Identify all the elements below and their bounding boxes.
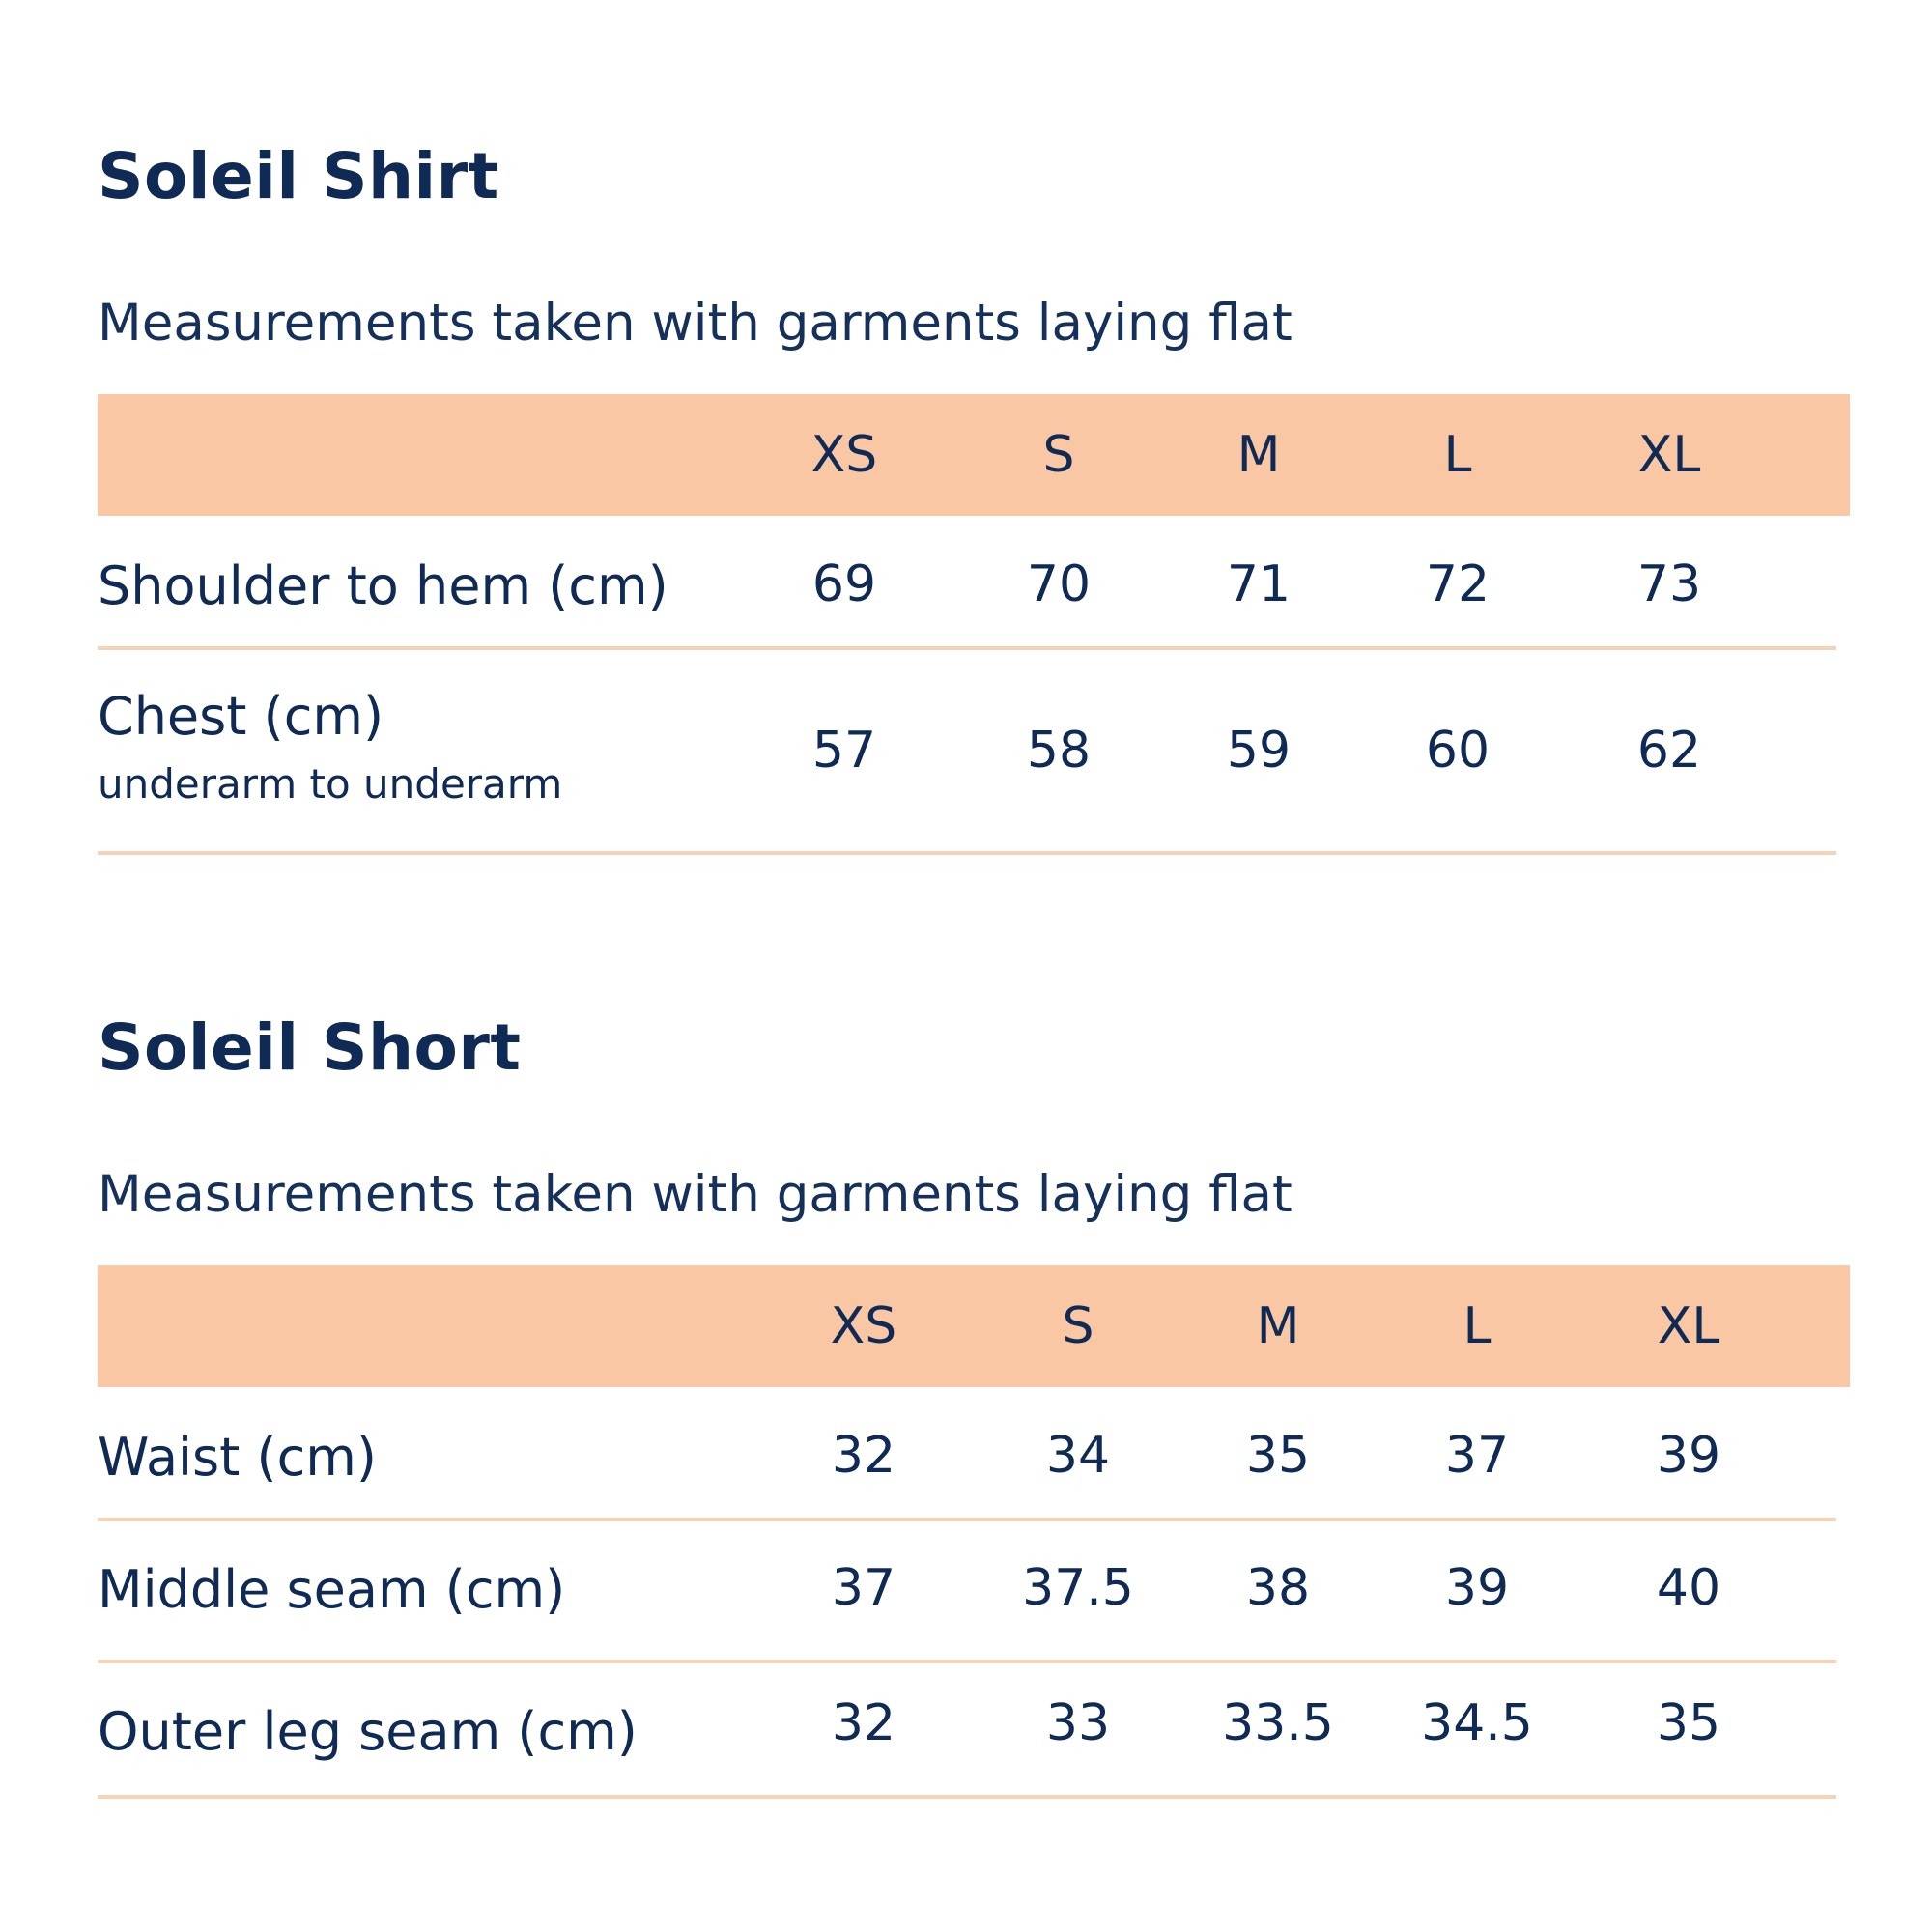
value-cell: 59 (1226, 722, 1292, 780)
row-label: Outer leg seam (cm) (98, 1701, 638, 1762)
value-cell: 60 (1425, 722, 1491, 780)
header-cell-l: L (1443, 426, 1472, 484)
value-cell: 35 (1245, 1427, 1311, 1485)
value-cell: 37 (831, 1559, 896, 1617)
value-cell: 34.5 (1421, 1694, 1533, 1752)
shirt-subtitle: Measurements taken with garments laying flat (98, 294, 1293, 353)
row-label: Chest (cm) (98, 686, 384, 747)
header-cell-xs: XS (830, 1297, 897, 1355)
value-cell: 70 (1026, 555, 1092, 613)
header-cell-xl: XL (1657, 1297, 1720, 1355)
short-table-header (98, 1265, 1850, 1387)
value-cell: 33 (1045, 1694, 1111, 1752)
header-cell-xs: XS (810, 426, 878, 484)
header-cell-s: S (1042, 426, 1075, 484)
value-cell: 73 (1636, 555, 1702, 613)
row-label: Shoulder to hem (cm) (98, 555, 668, 616)
shirt-table-header (98, 394, 1850, 516)
value-cell: 37.5 (1022, 1559, 1134, 1617)
value-cell: 33.5 (1222, 1694, 1334, 1752)
value-cell: 69 (811, 555, 877, 613)
value-cell: 40 (1656, 1559, 1721, 1617)
value-cell: 71 (1226, 555, 1292, 613)
value-cell: 32 (831, 1427, 896, 1485)
value-cell: 34 (1045, 1427, 1111, 1485)
header-cell-l: L (1463, 1297, 1492, 1355)
header-cell-s: S (1062, 1297, 1094, 1355)
value-cell: 32 (831, 1694, 896, 1752)
table-row (98, 1387, 1836, 1521)
value-cell: 57 (811, 722, 877, 780)
short-subtitle: Measurements taken with garments laying flat (98, 1165, 1293, 1224)
short-title: Soleil Short (98, 1010, 522, 1085)
value-cell: 38 (1245, 1559, 1311, 1617)
row-label: Middle seam (cm) (98, 1559, 566, 1620)
value-cell: 35 (1656, 1694, 1721, 1752)
header-cell-xl: XL (1637, 426, 1701, 484)
table-row (98, 516, 1836, 650)
value-cell: 39 (1444, 1559, 1510, 1617)
shirt-title: Soleil Shirt (98, 139, 499, 213)
value-cell: 62 (1636, 722, 1702, 780)
shirt-section (98, 139, 1850, 860)
value-cell: 72 (1425, 555, 1491, 613)
header-cell-m: M (1236, 426, 1281, 484)
table-row (98, 1663, 1836, 1799)
row-label: Waist (cm) (98, 1427, 377, 1488)
value-cell: 39 (1656, 1427, 1721, 1485)
short-size-table (98, 1265, 1850, 1799)
shirt-size-table (98, 394, 1850, 855)
row-sublabel: underarm to underarm (98, 760, 563, 808)
value-cell: 37 (1444, 1427, 1510, 1485)
table-row (98, 1521, 1836, 1663)
header-cell-m: M (1256, 1297, 1300, 1355)
value-cell: 58 (1026, 722, 1092, 780)
short-section (98, 1010, 1850, 1808)
table-row (98, 650, 1836, 855)
